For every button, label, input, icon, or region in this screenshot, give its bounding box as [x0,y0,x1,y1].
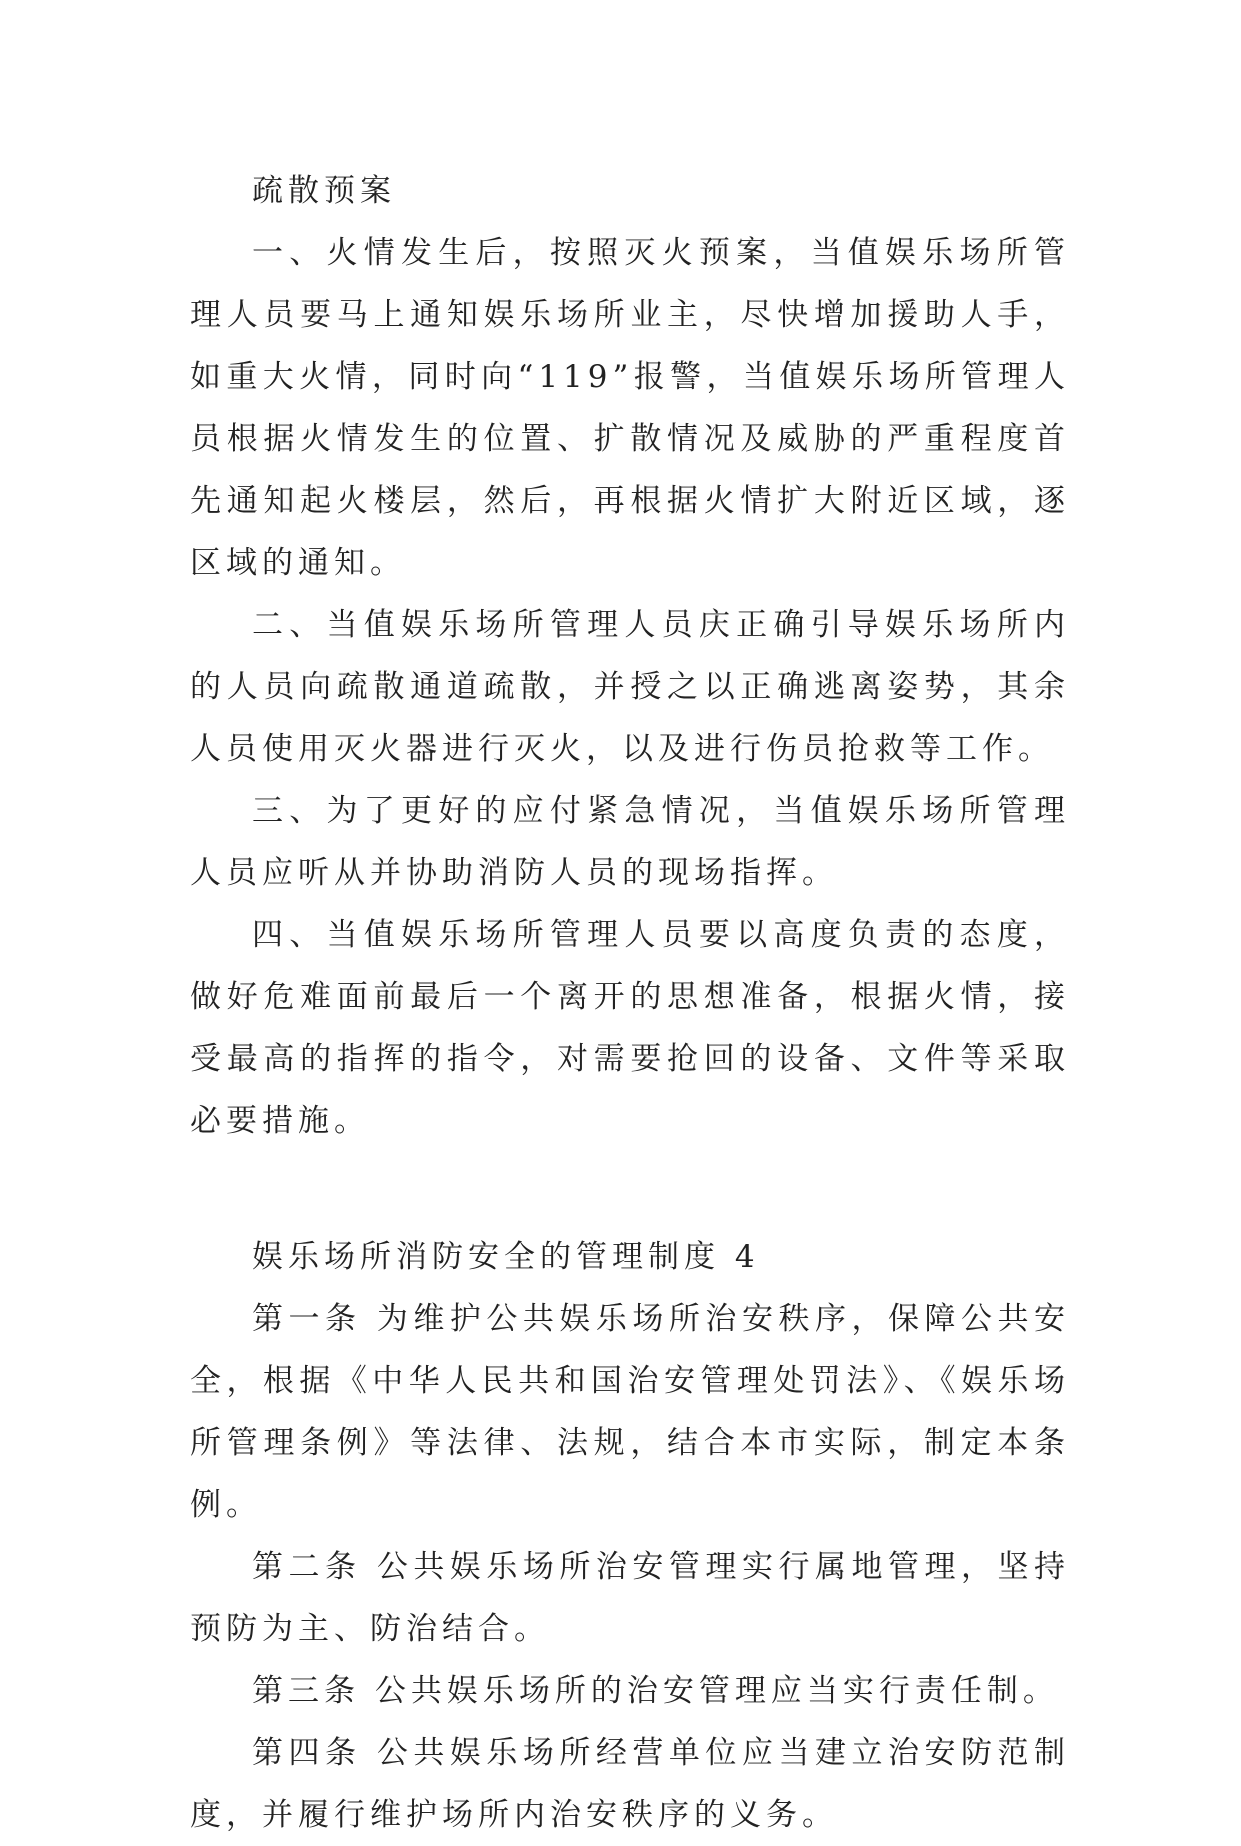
section-title-evacuation-plan: 疏散预案 [252,173,396,209]
article-paragraph: 第一条 为维护公共娱乐场所治安秩序，保障公共安全，根据《中华人民共和国治安管理处罚法》、《娱乐场所管理条例》等法律、法规，结合本市实际，制定本条例。 [190,1301,1070,1523]
paragraph: 四、当值娱乐场所管理人员要以高度负责的态度，做好危难面前最后一个离开的思想准备，根据火情，接受最高的指挥的指令，对需要抢回的设备、文件等采取必要措施。 [190,917,1070,1139]
paragraph: 三、为了更好的应付紧急情况，当值娱乐场所管理人员应听从并协助消防人员的现场指挥。 [190,793,1070,891]
document-body [190,160,1070,1846]
article-paragraph: 第三条 公共娱乐场所的治安管理应当实行责任制。 [252,1673,1059,1709]
article-paragraph: 第二条 公共娱乐场所治安管理实行属地管理，坚持预防为主、防治结合。 [190,1549,1070,1647]
article-paragraph: 第四条 公共娱乐场所经营单位应当建立治安防范制度，并履行维护场所内治安秩序的义务。 [190,1735,1070,1833]
section-spacer [190,1152,1070,1226]
paragraph: 二、当值娱乐场所管理人员庆正确引导娱乐场所内的人员向疏散通道疏散，并授之以正确逃离姿势，其余人员使用灭火器进行灭火，以及进行伤员抢救等工作。 [190,607,1070,767]
paragraph: 一、火情发生后，按照灭火预案，当值娱乐场所管理人员要马上通知娱乐场所业主，尽快增加援助人手，如重大火情，同时向“119”报警，当值娱乐场所管理人员根据火情发生的位置、扩散情况及威胁的严重程度首先通知起火楼层，然后，再根据火情扩大附近区域，逐区域的通知。 [190,235,1070,581]
section-title-management-rules: 娱乐场所消防安全的管理制度 4 [252,1239,760,1275]
